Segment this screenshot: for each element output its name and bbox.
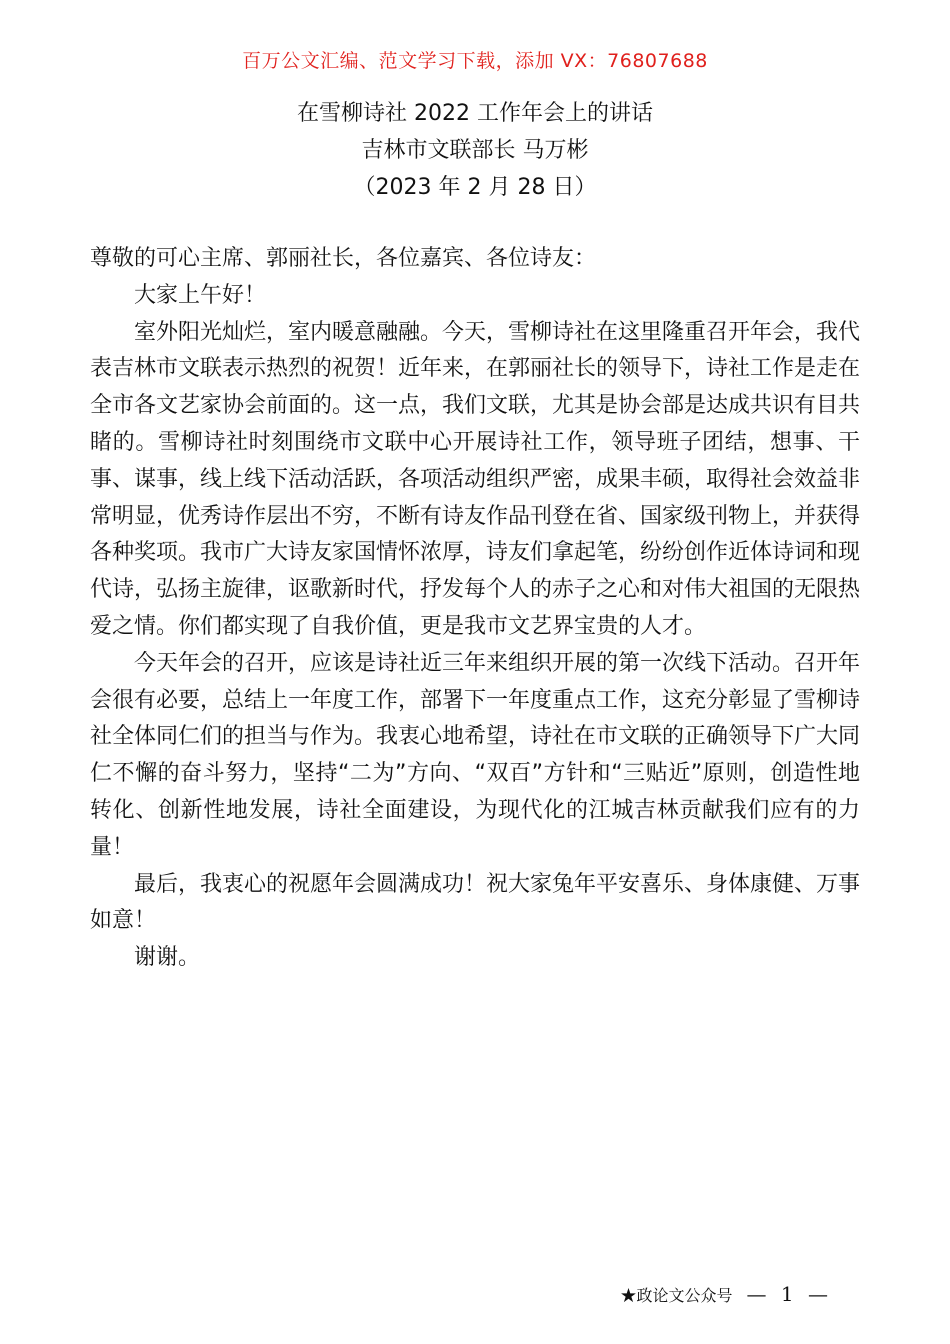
paragraph-thanks: 谢谢。 bbox=[134, 945, 201, 971]
speech-body bbox=[90, 241, 860, 977]
salutation: 尊敬的可心主席、郭丽社长，各位嘉宾、各位诗友： bbox=[90, 246, 597, 271]
paragraph-congratulations: 室外阳光灿烂，室内暖意融融。今天，雪柳诗社在这里隆重召开年会，我代表吉林市文联表示热烈的祝贺！近年来，在郭丽社长的领导下，诗社工作是走在全市各文艺家协会前面的。这一点，我们文联，尤其是协会部是达成共识有目共睹的。雪柳诗社时刻围绕市文联中心开展诗社工作，领导班子团结，想事、干事、谋事，线上线下活动活跃，各项活动组织严密，成果丰硕，取得社会效益非常明显，优秀诗作层出不穷，不断有诗友作品刊登在省、国家级刊物上，并获得各种奖项。我市广大诗友家国情怀浓厚，诗友们拿起笔，纷纷创作近体诗词和现代诗，弘扬主旋律，讴歌新时代，抒发每个人的赤子之心和对伟大祖国的无限热爱之情。你们都实现了自我价值，更是我市文艺界宝贵的人才。 bbox=[90, 319, 861, 639]
title-block bbox=[0, 95, 950, 206]
paragraph-annual-meeting: 今天年会的召开，应该是诗社近三年来组织开展的第一次线下活动。召开年会很有必要，总结上一年度工作，部署下一年度重点工作，这充分彰显了雪柳诗社全体同仁们的担当与作为。我衷心地希望，诗社在市文联的正确领导下广大同仁不懈的奋斗努力，坚持“二为”方向、“双百”方针和“三贴近”原则，创造性地转化、创新性地发展，诗社全面建设，为现代化的江城吉林贡献我们应有的力量！ bbox=[90, 650, 861, 860]
paragraph-greeting: 大家上午好！ bbox=[134, 282, 267, 308]
speech-title: 在雪柳诗社 2022 工作年会上的讲话 bbox=[297, 101, 653, 126]
page-number: — 1 — bbox=[746, 1282, 832, 1306]
speech-date: （2023 年 2 月 28 日） bbox=[353, 175, 597, 200]
paragraph-closing-wishes: 最后，我衷心的祝愿年会圆满成功！祝大家兔年平安喜乐、身体康健、万事如意！ bbox=[90, 871, 861, 934]
page-footer bbox=[621, 1282, 832, 1306]
watermark-banner: 百万公文汇编、范文学习下载，添加 VX：76807688 bbox=[242, 50, 708, 72]
speaker-line: 吉林市文联部长 马万彬 bbox=[361, 138, 589, 163]
footer-source: ★政论文公众号 bbox=[620, 1286, 733, 1305]
